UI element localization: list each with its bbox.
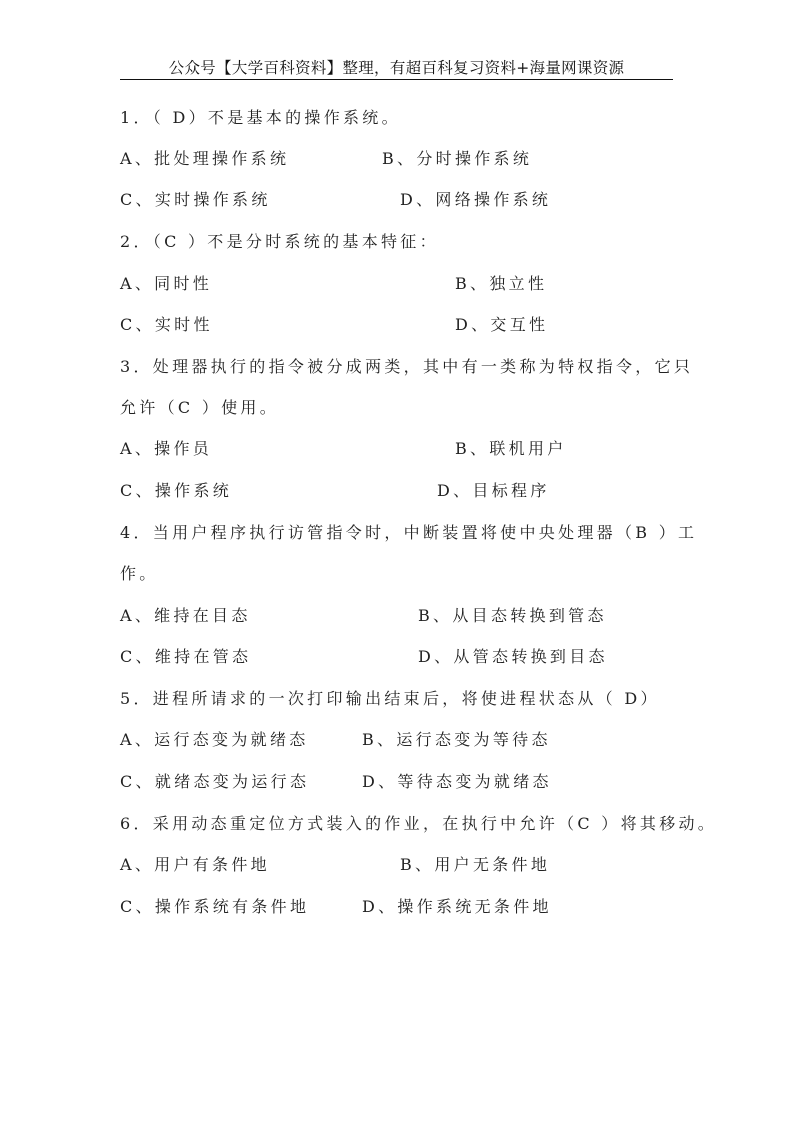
header-divider [120, 79, 673, 80]
question-2-option-b: B、独立性 [455, 274, 548, 293]
question-6-option-a: A、用户有条件地 [120, 855, 270, 874]
question-5-option-c: C、就绪态变为运行态 [120, 772, 310, 791]
question-6-stem: 6．采用动态重定位方式装入的作业，在执行中允许（C ）将其移动。 [120, 814, 718, 833]
question-1-stem: 1．（ D）不是基本的操作系统。 [120, 108, 401, 127]
question-1-option-b: B、分时操作系统 [382, 149, 533, 168]
question-5-stem: 5．进程所请求的一次打印输出结束后，将使进程状态从（ D） [120, 689, 660, 708]
question-4-option-b: B、从目态转换到管态 [418, 606, 607, 625]
question-1-option-a: A、批处理操作系统 [120, 149, 290, 168]
question-6-option-b: B、用户无条件地 [400, 855, 551, 874]
question-3-option-d: D、目标程序 [437, 481, 550, 500]
question-4-option-d: D、从管态转换到目态 [418, 647, 608, 666]
question-6-option-c: C、操作系统有条件地 [120, 897, 310, 916]
question-4-option-a: A、维持在目态 [120, 606, 251, 625]
question-3-option-c: C、操作系统 [120, 481, 233, 500]
question-4-stem-line1: 4．当用户程序执行访管指令时，中断装置将使中央处理器（B ）工 [120, 523, 698, 542]
question-3-option-b: B、联机用户 [455, 439, 567, 458]
question-5-option-d: D、等待态变为就绪态 [362, 772, 552, 791]
question-2-stem: 2．（C ）不是分时系统的基本特征： [120, 232, 439, 251]
question-5-option-a: A、运行态变为就绪态 [120, 730, 309, 749]
question-2-option-d: D、交互性 [455, 315, 549, 334]
question-3-stem-line2: 允许（C ）使用。 [120, 398, 280, 417]
page-header: 公众号【大学百科资料】整理，有超百科复习资料+海量网课资源 [168, 59, 625, 77]
question-5-option-b: B、运行态变为等待态 [362, 730, 551, 749]
question-6-option-d: D、操作系统无条件地 [362, 897, 552, 916]
question-1-option-d: D、网络操作系统 [400, 190, 552, 209]
question-2-option-a: A、同时性 [120, 274, 213, 293]
question-1-option-c: C、实时操作系统 [120, 190, 271, 209]
question-2-option-c: C、实时性 [120, 315, 213, 334]
question-4-option-c: C、维持在管态 [120, 647, 252, 666]
question-3-option-a: A、操作员 [120, 439, 213, 458]
question-4-stem-line2: 作。 [120, 564, 159, 583]
question-3-stem-line1: 3．处理器执行的指令被分成两类，其中有一类称为特权指令，它只 [120, 357, 694, 376]
